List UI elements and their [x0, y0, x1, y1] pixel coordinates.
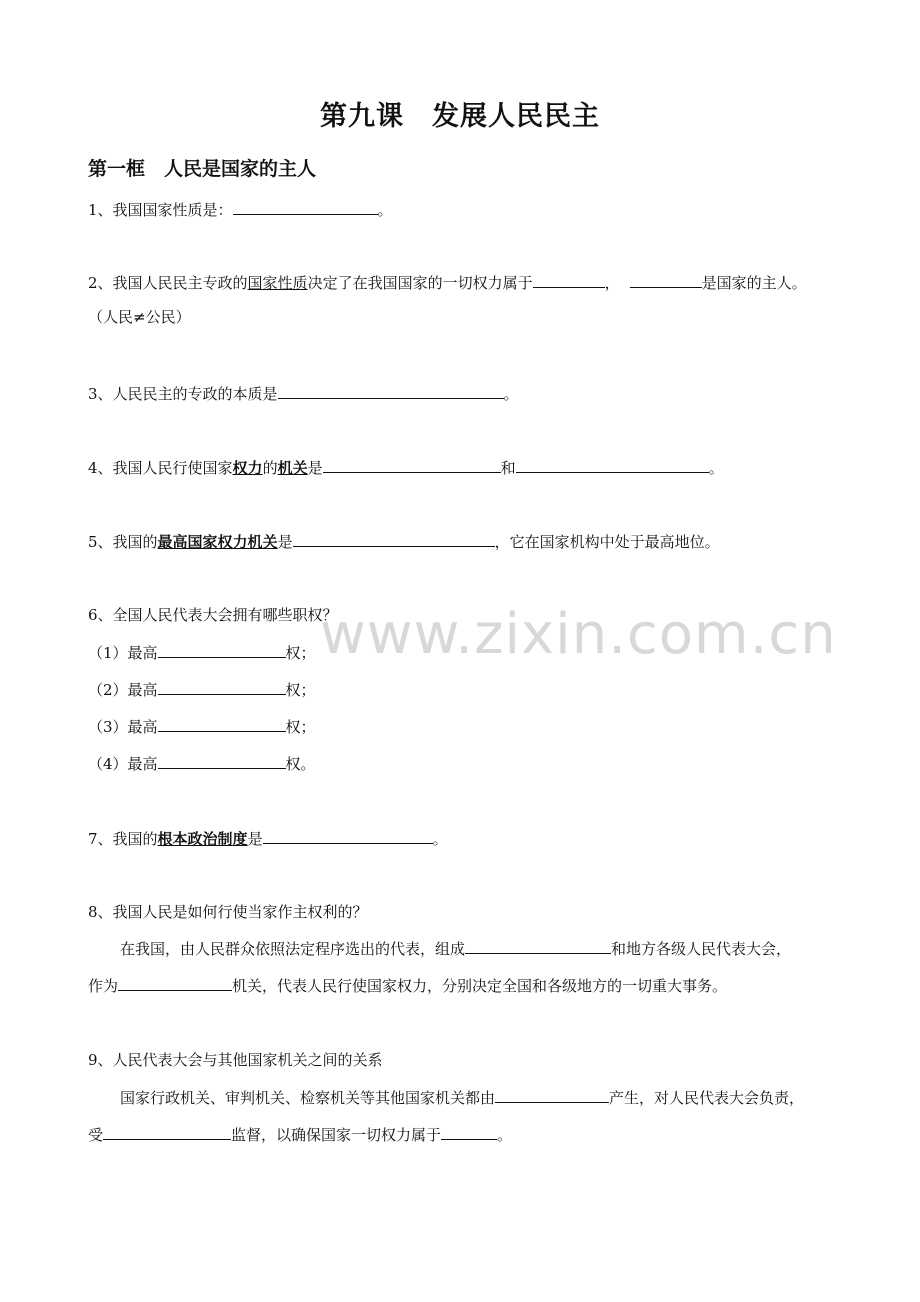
blank-line[interactable]	[441, 1124, 497, 1140]
blank-line[interactable]	[323, 457, 501, 473]
item-text: （2）最高	[88, 681, 158, 699]
question-text: ，它在国家机构中处于最高地位。	[494, 533, 720, 551]
blank-line[interactable]	[118, 975, 232, 991]
item-text: 权；	[285, 718, 316, 736]
blank-line[interactable]	[465, 938, 611, 954]
question-6-item	[88, 716, 316, 737]
blank-line[interactable]	[516, 457, 709, 473]
punct: ，	[604, 274, 620, 292]
item-text: （4）最高	[88, 755, 158, 773]
question-6-item	[88, 642, 316, 663]
key-term: 最高国家权力机关	[157, 533, 278, 551]
punct: 。	[497, 1126, 513, 1144]
question-6-item	[88, 679, 316, 700]
para-text: 监督，以确保国家一切权力属于	[231, 1126, 442, 1144]
underlined-term: 国家性质	[247, 274, 308, 292]
item-text: （3）最高	[88, 718, 158, 736]
blank-line[interactable]	[495, 1087, 609, 1103]
question-1	[88, 199, 393, 220]
question-8: 8、我国人民是如何行使当家作主权利的？	[88, 903, 368, 921]
para-text: 受	[88, 1126, 104, 1144]
blank-line[interactable]	[278, 383, 504, 399]
question-2	[88, 272, 807, 293]
question-text: 和	[500, 459, 516, 477]
question-8-para-1	[120, 938, 791, 959]
question-3	[88, 383, 519, 404]
watermark: www.zixin.com.cn	[320, 602, 837, 667]
question-2-note: （人民≠公民）	[88, 308, 191, 326]
question-9-para-1	[120, 1087, 804, 1108]
question-text: 4、我国人民行使国家	[88, 459, 233, 477]
question-text: 决定了在我国国家的一切权力属于	[307, 274, 533, 292]
para-text: 机关，代表人民行使国家权力，分别决定全国和各级地方的一切重大事务。	[232, 977, 728, 995]
question-7	[88, 828, 448, 849]
para-text: 作为	[88, 977, 119, 995]
question-5	[88, 531, 720, 552]
page-title: 第九课 发展人民民主	[320, 101, 600, 132]
question-4	[88, 457, 724, 478]
question-text: 5、我国的	[88, 533, 158, 551]
blank-line[interactable]	[158, 642, 286, 658]
blank-line[interactable]	[158, 716, 286, 732]
para-text: 在我国，由人民群众依照法定程序选出的代表，组成	[120, 940, 466, 958]
blank-line[interactable]	[263, 828, 433, 844]
question-text: 是	[247, 830, 263, 848]
question-8-para-2	[88, 975, 727, 996]
question-6-item	[88, 753, 316, 774]
key-term: 根本政治制度	[157, 830, 248, 848]
blank-line[interactable]	[533, 272, 605, 288]
para-text: 国家行政机关、审判机关、检察机关等其他国家机关都由	[120, 1089, 496, 1107]
question-9-para-2	[88, 1124, 512, 1145]
question-text: 1、我国国家性质是：	[88, 201, 233, 219]
punct: 。	[503, 385, 519, 403]
blank-line[interactable]	[103, 1124, 231, 1140]
item-text: 权；	[285, 681, 316, 699]
blank-line[interactable]	[630, 272, 702, 288]
blank-line[interactable]	[158, 753, 286, 769]
question-text: 是	[277, 533, 293, 551]
question-6: 6、全国人民代表大会拥有哪些职权？	[88, 606, 338, 624]
blank-line[interactable]	[233, 199, 378, 215]
punct: 。	[432, 830, 448, 848]
blank-line[interactable]	[158, 679, 286, 695]
key-term: 权力	[232, 459, 263, 477]
para-text: 和地方各级人民代表大会，	[611, 940, 792, 958]
section-title: 第一框 人民是国家的主人	[88, 158, 317, 180]
punct: 。	[708, 459, 724, 477]
question-text: 3、人民民主的专政的本质是	[88, 385, 278, 403]
blank-line[interactable]	[293, 531, 495, 547]
question-text: 2、我国人民民主专政的	[88, 274, 248, 292]
question-text: 是	[307, 459, 323, 477]
key-term: 机关	[277, 459, 308, 477]
question-text: 7、我国的	[88, 830, 158, 848]
item-text: （1）最高	[88, 644, 158, 662]
item-text: 权；	[285, 644, 316, 662]
punct: 。	[377, 201, 393, 219]
para-text: 产生，对人民代表大会负责，	[609, 1089, 805, 1107]
question-text: 的	[262, 459, 278, 477]
question-9: 9、人民代表大会与其他国家机关之间的关系	[88, 1051, 383, 1069]
question-text: 是国家的主人。	[701, 274, 807, 292]
item-text: 权。	[285, 755, 316, 773]
